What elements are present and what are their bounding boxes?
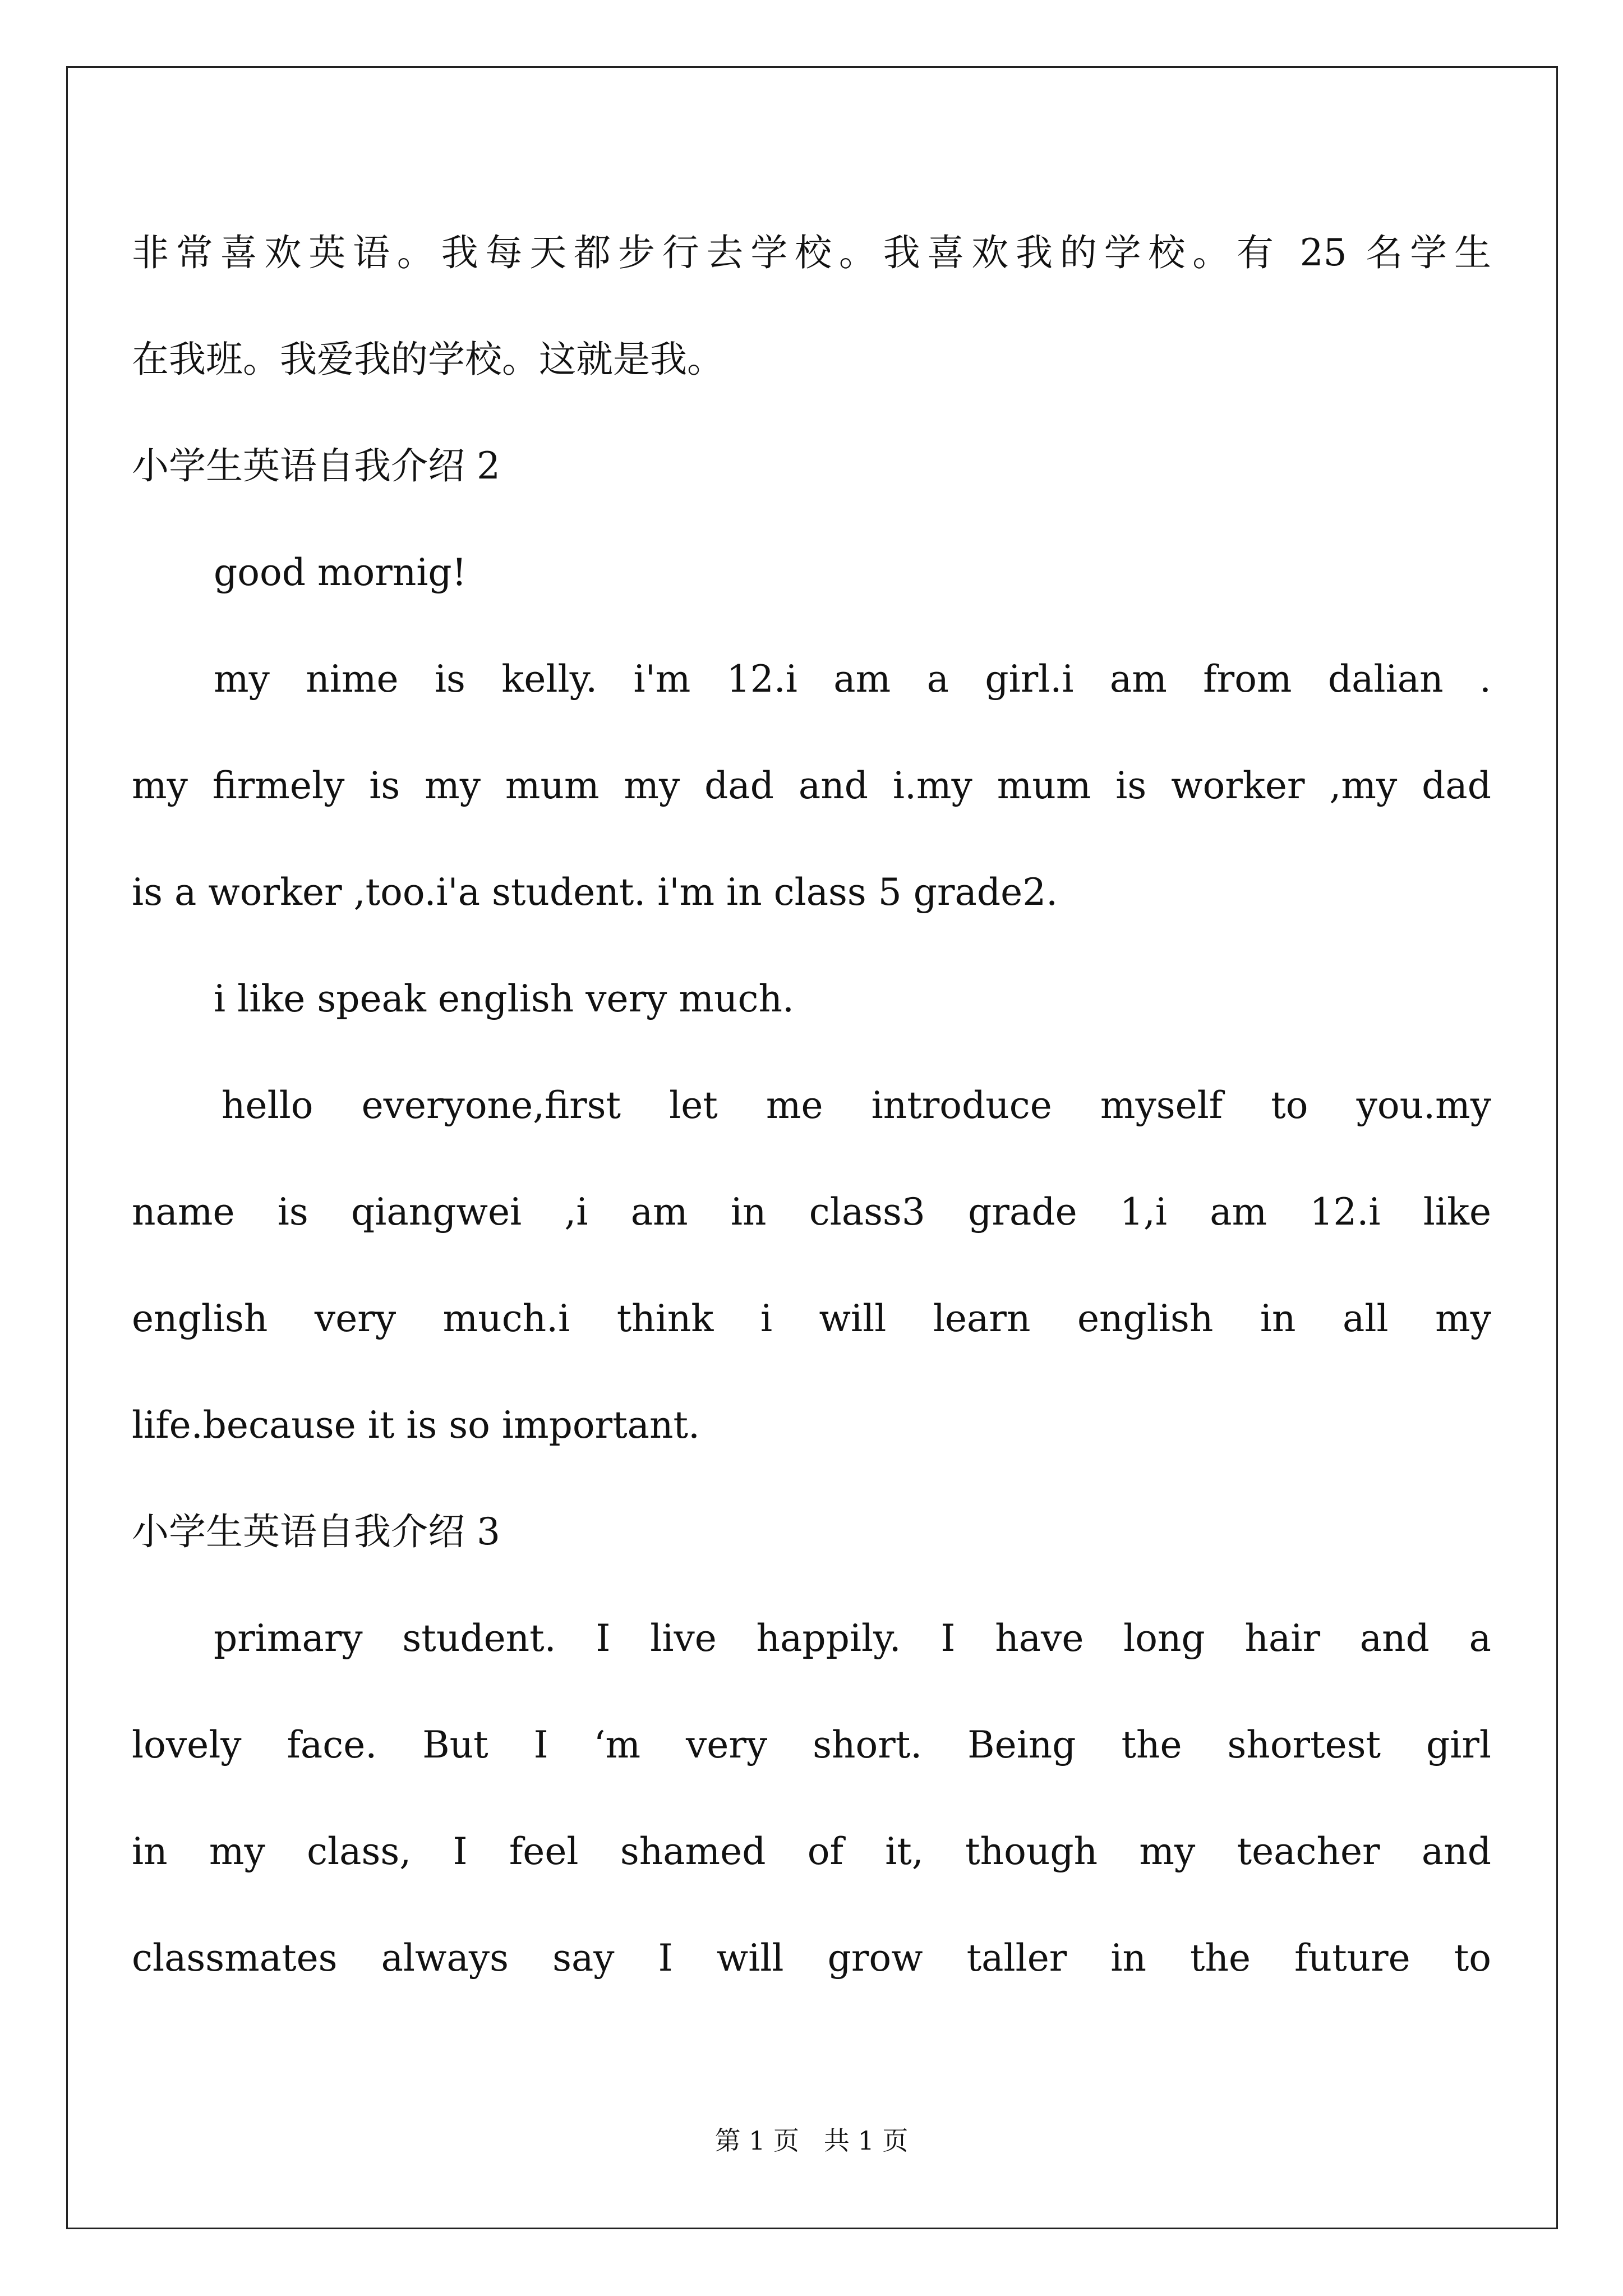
text-line: hello everyone,first let me introduce myself to you.my: [222, 1084, 1491, 1127]
section-heading: 小学生英语自我介绍 3: [132, 1510, 500, 1553]
text-line: primary student. I live happily. I have long hair and a: [214, 1617, 1491, 1660]
text-line: my firmely is my mum my dad and i.my mum is worker ,my dad: [132, 764, 1491, 807]
section-heading: 小学生英语自我介绍 2: [132, 444, 500, 487]
text-line: my nime is kelly. i'm 12.i am a girl.i am from dalian .: [214, 657, 1491, 701]
text-line: lovely face. But I ‘m very short. Being the shortest girl: [132, 1723, 1491, 1766]
text-line: 非常喜欢英语。我每天都步行去学校。我喜欢我的学校。有 25 名学生: [132, 231, 1491, 274]
text-line: in my class, I feel shamed of it, though my teacher and: [132, 1830, 1491, 1873]
text-line: life.because it is so important.: [132, 1404, 700, 1447]
page-border: [66, 66, 1558, 2229]
text-line: 在我班。我爱我的学校。这就是我。: [132, 338, 724, 381]
text-line: i like speak english very much.: [214, 977, 794, 1020]
text-line: good mornig!: [214, 551, 467, 594]
text-line: english very much.i think i will learn english in all my: [132, 1297, 1491, 1340]
text-line: name is qiangwei ,i am in class3 grade 1,i am 12.i like: [132, 1190, 1491, 1234]
page-number: 第 1 页 共 1 页: [714, 2125, 909, 2156]
text-line: classmates always say I will grow taller in the future to: [132, 1936, 1491, 1980]
text-line: is a worker ,too.i'a student. i'm in class 5 grade2.: [132, 871, 1058, 914]
